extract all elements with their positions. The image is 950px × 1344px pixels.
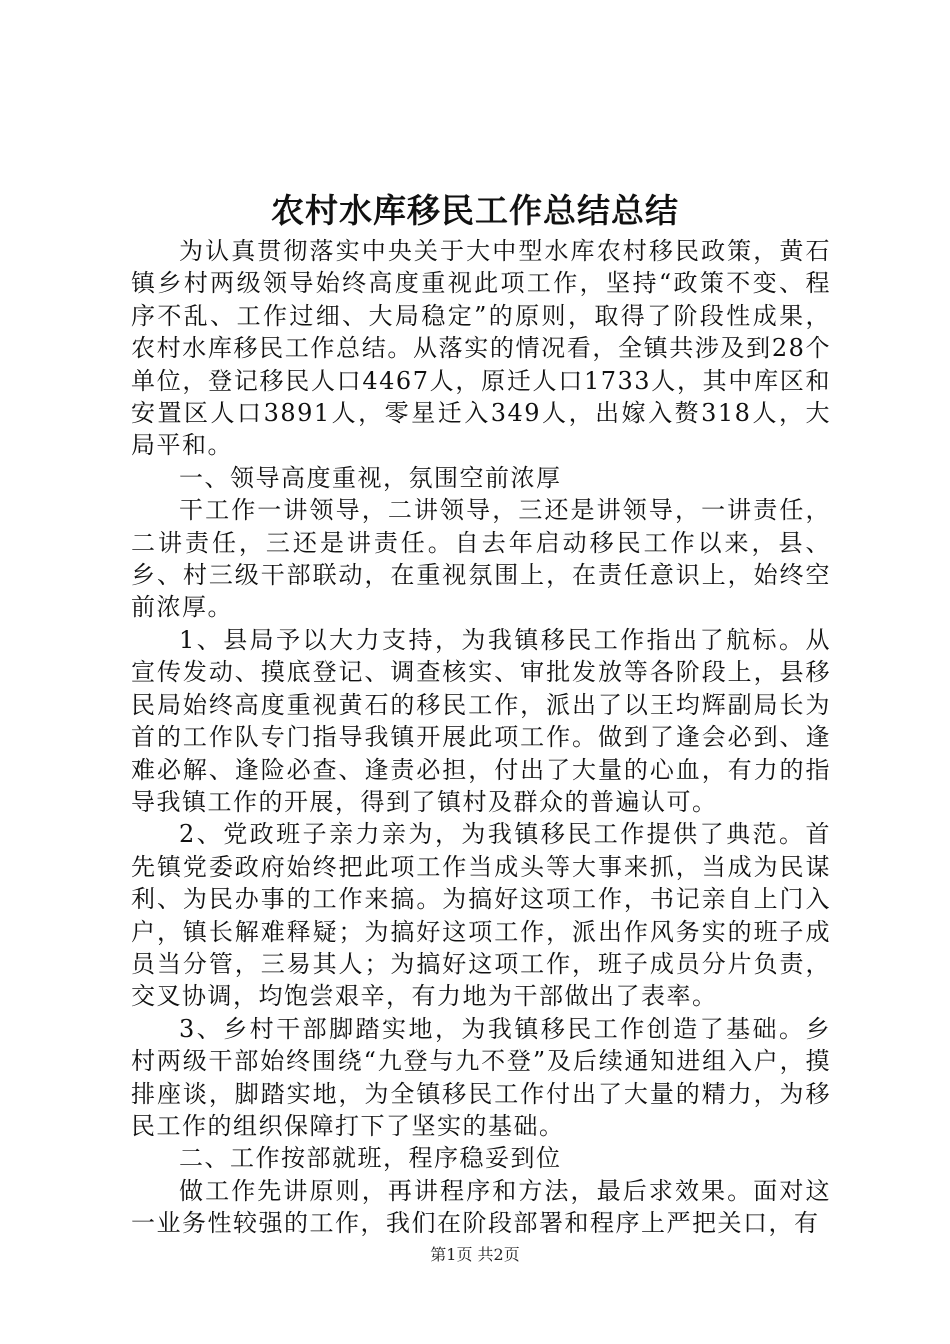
paragraph-point-3: 3、乡村干部脚踏实地，为我镇移民工作创造了基础。乡村两级干部始终围绕“九登与九不登”及后续通知进组入户，摸排座谈，脚踏实地，为全镇移民工作付出了大量的精力，为移民工作的组织保障打下了坚实的基础。 [131, 1014, 831, 1140]
page-footer: 第1页 共2页 [430, 1245, 520, 1264]
document-body [131, 235, 831, 1240]
section-heading-1: 一、领导高度重视，氛围空前浓厚 [179, 463, 562, 492]
paragraph-leadership: 干工作一讲领导，二讲领导，三还是讲领导，一讲责任，二讲责任，三还是讲责任。自去年启动移民工作以来，县、乡、村三级干部联动，在重视氛围上，在责任意识上，始终空前浓厚。 [131, 496, 831, 622]
section-heading-2: 二、工作按部就班，程序稳妥到位 [179, 1144, 562, 1173]
paragraph-point-2: 2、党政班子亲力亲为，为我镇移民工作提供了典范。首先镇党委政府始终把此项工作当成头等大事来抓，当成为民谋利、为民办事的工作来搞。为搞好这项工作，书记亲自上门入户，镇长解难释疑；为搞好这项工作，派出作风务实的班子成员当分管，三易其人；为搞好这项工作，班子成员分片负责，交叉协调，均饱尝艰辛，有力地为干部做出了表率。 [131, 820, 831, 1011]
paragraph-intro: 为认真贯彻落实中央关于大中型水库农村移民政策，黄石镇乡村两级领导始终高度重视此项工作，坚持“政策不变、程序不乱、工作过细、大局稳定”的原则，取得了阶段性成果，农村水库移民工作总结。从落实的情况看，全镇共涉及到28个单位，登记移民人口4467人，原迁人口1733人，其中库区和安置区人口3891人，零星迁入349人，出嫁入赘318人，大局平和。 [131, 237, 831, 460]
document-title: 农村水库移民工作总结总结 [271, 191, 679, 230]
paragraph-procedure: 做工作先讲原则，再讲程序和方法，最后求效果。面对这一业务性较强的工作，我们在阶段部署和程序上严把关口，有 [131, 1176, 831, 1238]
paragraph-point-1: 1、县局予以大力支持，为我镇移民工作指出了航标。从宣传发动、摸底登记、调查核实、审批发放等各阶段上，县移民局始终高度重视黄石的移民工作，派出了以王均辉副局长为首的工作队专门指导我镇开展此项工作。做到了逢会必到、逢难必解、逢险必查、逢责必担，付出了大量的心血，有力的指导我镇工作的开展，得到了镇村及群众的普遍认可。 [131, 625, 831, 816]
